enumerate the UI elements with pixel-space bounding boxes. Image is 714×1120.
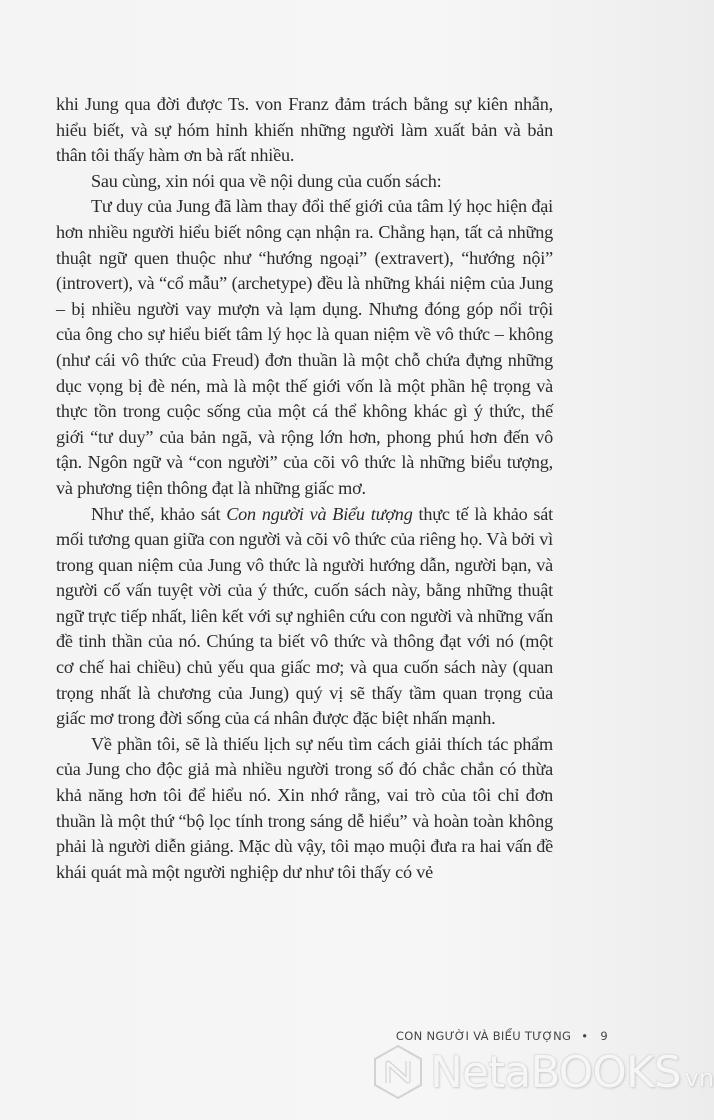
book-title-italic: Con người và Biểu tượng: [226, 503, 413, 524]
page-number: 9: [600, 1029, 608, 1043]
paragraph-5: Về phần tôi, sẽ là thiếu lịch sự nếu tìm cách giải thích tác phẩm của Jung cho độc giả mà nhiều người trong số đó chắc chắn có thừa khả năng hơn tôi để hiểu nó. Xin nhớ rằng, vai trò của tôi chỉ đơn thuần là một thứ “bộ lọc tính trong sáng dễ hiểu” và hoàn toàn không phải là người diễn giảng. Mặc dù vậy, tôi mạo muội đưa ra hai vấn đề khái quát mà một người nghiệp dư như tôi thấy có vẻ: [56, 733, 553, 882]
paragraph-1: khi Jung qua đời được Ts. von Franz đảm trách bằng sự kiên nhẫn, hiểu biết, và sự hóm hỉnh khiến những người làm xuất bản và bản thân tôi thấy hàm ơn bà rất nhiều.: [56, 94, 553, 166]
paragraph-4-rest: thực tế là khảo sát mối tương quan giữa con người và cõi vô thức của riêng họ. Và bởi vì trong quan niệm của Jung vô thức là người hướng dẫn, người bạn, và người cố vấn tuyệt vời của ý thức, cuốn sách này, bằng những thuật ngữ trực tiếp nhất, liên kết với sự nghiên cứu con người và những vấn đề tinh thần của nó. Chúng ta biết vô thức và thông đạt với nó (một cơ chế hai chiều) chủ yếu qua giấc mơ; và qua cuốn sách này (quan trọng nhất là chương của Jung) quý vị sẽ thấy tầm quan trọng của giấc mơ trong đời sống của cá nhân được đặc biệt nhấn mạnh.: [56, 503, 554, 729]
paragraph-4: [56, 502, 553, 732]
watermark-suffix: vn: [684, 1064, 714, 1092]
paragraph-4-lead: Như thế, khảo sát: [91, 503, 227, 524]
watermark: [372, 1043, 714, 1101]
hexagon-n-logo-icon: [372, 1043, 424, 1101]
paragraph-2: Sau cùng, xin nói qua về nội dung của cuốn sách:: [91, 170, 442, 191]
page-footer: [396, 1029, 608, 1043]
watermark-brand: NetaBOOKS: [430, 1046, 681, 1098]
footer-bullet: •: [581, 1029, 589, 1043]
running-title: CON NGƯỜI VÀ BIỂU TƯỢNG: [395, 1029, 572, 1043]
paragraph-3: Tư duy của Jung đã làm thay đổi thế giới của tâm lý học hiện đại hơn nhiều người hiểu biết nông cạn nhận ra. Chẳng hạn, tất cả những thuật ngữ quen thuộc như “hướng ngoại” (extravert), “hướng nội” (introvert), và “cổ mẫu” (archetype) đều là những khái niệm của Jung – bị nhiều người vay mượn và lạm dụng. Nhưng đóng góp nổi trội của ông cho sự hiểu biết tâm lý học là quan niệm về vô thức – không (như cái vô thức của Freud) đơn thuần là một chỗ chứa đựng những dục vọng bị đè nén, mà là một thế giới vốn là một phần hệ trọng và thực tồn trong cuộc sống của một cá thể không khác gì ý thức, thế giới “tư duy” của bản ngã, và rộng lớn hơn, phong phú hơn đến vô tận. Ngôn ngữ và “con người” của cõi vô thức là những biểu tượng, và phương tiện thông đạt là những giấc mơ.: [56, 196, 553, 498]
body-text: [56, 92, 553, 885]
